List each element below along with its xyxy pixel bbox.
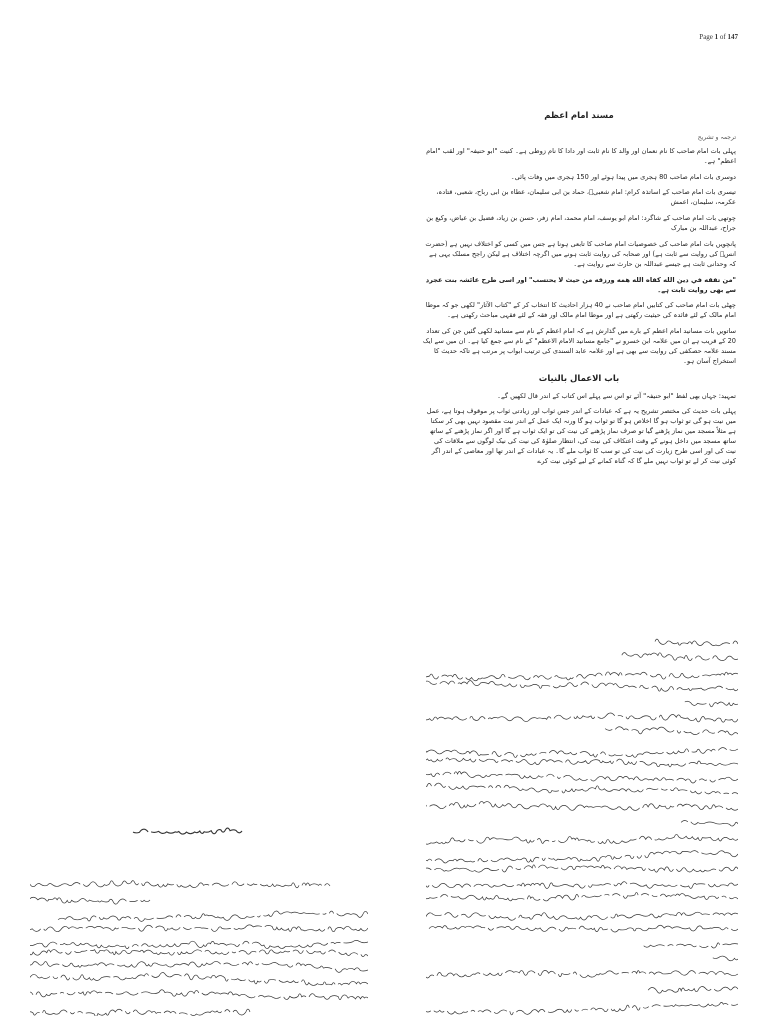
scribble-line <box>133 828 242 834</box>
paragraph: پانچویں بات امام صاحب کی خصوصیات امام صاحب کا تابعی ہونا ہے جس میں کسی کو اختلاف نہیں ہے (حضرت انسؓ کی روایت سے ثابت ہے) اور صحابہ کی روایت ثابت ہونے میں اگرچہ اختلاف ہے لیکن راجح مسلک یہی ہے کہ وحدانی ثابت ہے جیسے عبداللہ بن حارث سے روایت ہے۔ <box>425 239 736 268</box>
paragraph: ساتویں بات مسانید امام اعظم کے بارے میں گذارش ہے کہ امام اعظم کے نام سے مسانید لکھی گئیں جن کی تعداد 20 کے قریب ہے ان میں علامہ ابن خسرو نے "جامع مسانید الامام الاعظم" کے نام سے جمع کیا ہے۔ ان میں سے ایک مسند علامہ حصکفی کی روایت سے بھی ہے اور علامہ عابد السندی کی ترتیب ابواب پر مرتب ہے تاکہ حدیث کا استخراج آسان ہو۔ <box>422 327 736 365</box>
scribble-line <box>426 672 738 681</box>
paragraph: تیسری بات امام صاحب کے اساتذہ کرام: امام شعبیؒ، حماد بن ابی سلیمان، عطاء بن ابی رباح، شعبی، قتادہ، عکرمہ، سلیمان، اعمش <box>436 188 736 207</box>
paragraph: پہلی بات امام صاحب کا نام نعمان اور والد کا نام ثابت اور دادا کا نام زوطی ہے۔ کنیت "ابو حنیفہ" اور لقب "امام اعظم" ہے۔ <box>426 146 736 165</box>
scribble-line <box>426 681 738 692</box>
scribble-line <box>30 1009 250 1016</box>
scribble-line <box>426 772 738 783</box>
scribble-line <box>426 834 738 844</box>
scribble-line <box>55 911 368 921</box>
scribble-line <box>685 701 738 707</box>
section-paragraph: تمہید: جہاں بھی لفظ "ابو حنیفہ" آئے تو اس سے پہلے اس کتاب کے اندر قال لکھیں گے۔ <box>497 391 736 400</box>
page-total: 147 <box>727 33 738 41</box>
page-separator: of <box>719 33 726 41</box>
scribble-line <box>713 956 738 961</box>
scribble-line <box>426 970 738 978</box>
scribble-line <box>30 950 368 957</box>
scribble-line <box>30 881 330 888</box>
scribble-line <box>655 639 738 646</box>
scribble-line <box>426 1002 738 1014</box>
scribble-line <box>30 973 368 986</box>
paragraph-quote: "من تفقه في دين الله كفاه الله همه ورزقه من حيث لا يحتسب" اور اسی طرح عائشہ بنت عجرد سے بھی روایت ثابت ہے۔ <box>425 275 736 294</box>
paragraph: چوتھی بات امام صاحب کے شاگرد: امام ابو یوسف، امام محمد، امام زفر، حسن بن زیاد، فضیل بن عیاض، وکیع بن جراح، عبداللہ بن مبارک <box>426 214 736 233</box>
document-body <box>422 110 736 473</box>
scribble-line <box>426 758 738 767</box>
scribble-line <box>426 912 738 920</box>
scribble-line <box>426 748 738 758</box>
document-title: مسند امام اعظم <box>544 111 614 121</box>
section-title: باب الاعمال بالنیات <box>538 373 620 384</box>
scribble-line <box>622 653 738 661</box>
garbled-text-block-left <box>30 876 368 1016</box>
scribble-line <box>426 882 738 889</box>
section-paragraph: پہلی بات حدیث کی مختصر تشریح یہ ہے کہ عبادات کے اندر جس ثواب اور زیادتی ثواب پر موقوف ہوتا ہے، عمل میں نیت ہو گی تو ثواب ہو گا اخلاص ہو گا تو ثواب ہو گا ورنہ ایک عمل کے اندر نیت مقصود نہیں بھی کر سکتا ہے مثلاً مسجد میں نماز پڑھنے گیا تو صرف نماز پڑھنے کی نیت کی تو ایک ثواب ہے گا اور اگر نماز پڑھنے کے ساتھ ساتھ مسجد میں داخل ہونے کے وقت اعتکاف کی نیت کی، انتظار صلوٰۃ کی نیت کی نیک لوگوں سے ملاقات کی نیت کی اور اسی طرح زیارت کی نیت کی تو سب کا ثواب ملے گا۔ یہ عبادات کے اندر تھا اور معاصی کے اندر اگر کوئی نیت کر لے تو ثواب نہیں ملے گا کہ گناہ کمانے کے لیے کوئی نیت کرے <box>426 407 736 465</box>
scribble-line <box>30 897 150 904</box>
paragraph: دوسری بات امام صاحب 80 ہجری میں پیدا ہوئے اور 150 ہجری میں وفات پائی۔ <box>510 172 736 181</box>
document-subtitle: ترجمہ و تشریح <box>697 133 736 141</box>
scribble-line <box>426 801 738 810</box>
page-current: 1 <box>714 33 719 41</box>
scribble-line <box>648 987 738 994</box>
scribble-line <box>681 821 738 827</box>
scribble-line <box>426 851 738 863</box>
scribble-line <box>30 990 368 1000</box>
scribble-line <box>426 892 738 900</box>
page-label: Page <box>699 33 713 41</box>
garbled-text-block-right <box>426 636 738 1016</box>
page-number <box>699 33 738 41</box>
scribble-line <box>30 940 368 948</box>
scribble-line <box>426 925 738 932</box>
scribble-line <box>30 925 368 932</box>
scribble-line <box>426 865 738 872</box>
paragraph: چھٹی بات امام صاحب کی کتابیں امام صاحب نے 40 ہزار احادیث کا انتخاب کر کے "کتاب الآثار" لکھی جو کہ موطا امام مالک کے لئے فائدہ کی حیثیت رکھتی ہے اور موطا امام مالک اور فقہ کے لئے فقہی مباحث رکھتی ہے۔ <box>425 301 736 320</box>
scribble-line <box>30 961 368 972</box>
scribble-line <box>426 783 738 794</box>
scribble-line <box>426 713 738 722</box>
scribble-line <box>605 727 738 735</box>
garbled-heading <box>132 824 244 836</box>
scribble-line <box>641 943 738 948</box>
